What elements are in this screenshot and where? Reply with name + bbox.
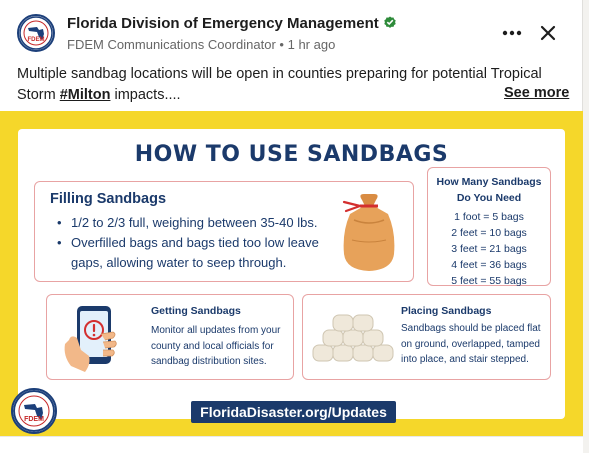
subline-separator: • [279, 37, 284, 52]
how-many-list [428, 209, 550, 289]
post-text-body: Multiple sandbag locations will be open in counties preparing for potential Tropical Storm [17, 66, 542, 103]
how-many-row: 2 feet = 10 bags [451, 227, 527, 239]
placing-sandbags-box [302, 294, 551, 380]
how-many-box [427, 167, 551, 286]
close-button[interactable] [536, 20, 560, 44]
filling-sandbags-box [34, 181, 414, 282]
how-many-row: 4 feet = 36 bags [451, 259, 527, 271]
getting-text [151, 323, 291, 370]
ellipsis-icon [497, 20, 527, 44]
fdem-seal [11, 388, 57, 434]
fdem-logo-icon [13, 390, 55, 432]
author-avatar[interactable] [17, 14, 55, 52]
filling-bullet: • 1/2 to 2/3 full, weighing between 35-40 lbs. [57, 213, 337, 233]
post-text [17, 64, 570, 106]
more-options-button[interactable] [497, 20, 527, 44]
filling-bullet: • Overfilled bags and bags tied too low leave gaps, allowing water to seep through. [57, 233, 337, 273]
placing-text [401, 321, 549, 368]
seal-logo-text: FDEM [24, 416, 44, 423]
post-footer [0, 436, 583, 453]
infographic-panel [18, 129, 565, 419]
phone-alert-icon [61, 304, 121, 374]
verified-check-icon [383, 15, 397, 29]
author-name[interactable] [67, 15, 397, 32]
getting-text-line: Monitor all updates from your [151, 325, 281, 336]
author-subline [67, 37, 335, 52]
how-many-heading-line1: How Many Sandbags [436, 176, 542, 188]
post-image[interactable] [0, 111, 583, 436]
placing-text-line: into place, and stair stepped. [401, 354, 529, 365]
close-icon [536, 20, 560, 44]
avatar-logo-text: FDEM [27, 37, 45, 43]
post-header [0, 0, 583, 60]
url-banner: FloridaDisaster.org/Updates [191, 401, 396, 423]
how-many-heading [428, 174, 550, 206]
how-many-row: 1 foot = 5 bags [454, 211, 524, 223]
filling-heading: Filling Sandbags [50, 191, 167, 207]
author-name-text[interactable]: Florida Division of Emergency Management [67, 15, 379, 32]
placing-text-line: on ground, overlapped, tamped [401, 338, 540, 350]
sandbag-icon [340, 192, 398, 274]
see-more-link[interactable]: See more [504, 85, 570, 101]
infographic-title: HOW TO USE SANDBAGS [134, 142, 449, 167]
hashtag-link[interactable]: #Milton [59, 87, 111, 103]
how-many-row: 3 feet = 21 bags [451, 243, 527, 255]
author-role: FDEM Communications Coordinator [67, 37, 276, 52]
how-many-row: 5 feet = 55 bags [451, 275, 527, 287]
post-time: 1 hr ago [287, 37, 336, 52]
getting-heading: Getting Sandbags [151, 305, 241, 317]
fdem-logo-icon [19, 16, 53, 50]
placing-heading: Placing Sandbags [401, 305, 492, 317]
post-text-tail: impacts.... [110, 87, 181, 103]
getting-sandbags-box [46, 294, 294, 380]
sandbag-stack-icon [311, 309, 397, 363]
how-many-heading-line2: Do You Need [456, 192, 522, 204]
filling-list [57, 213, 337, 273]
placing-text-line: Sandbags should be placed flat [401, 323, 541, 334]
getting-text-line: sandbag distribution sites. [151, 356, 267, 367]
getting-text-line: county and local officials for [151, 340, 274, 352]
